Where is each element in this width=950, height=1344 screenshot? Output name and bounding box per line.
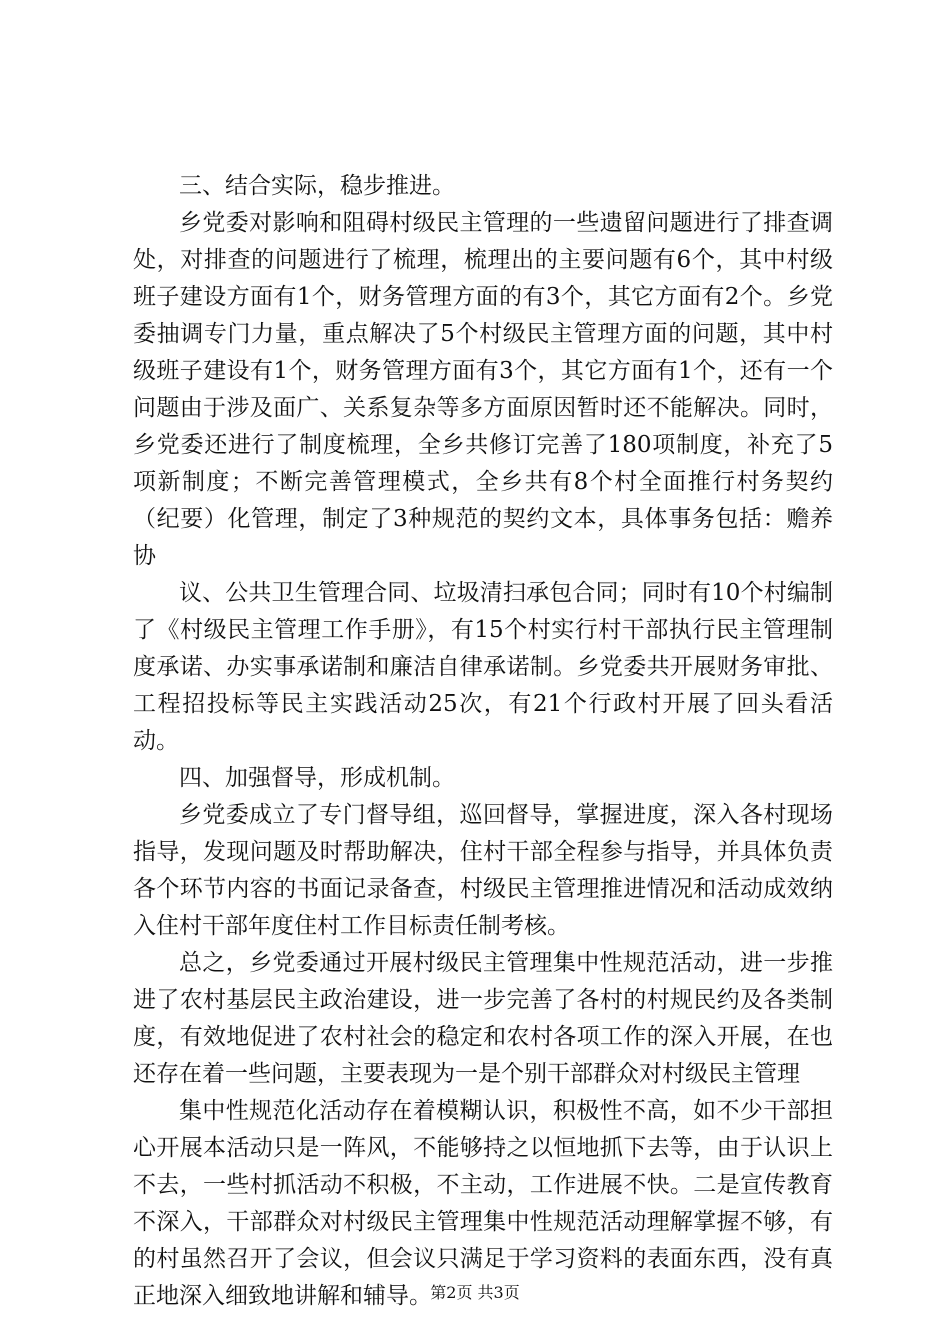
document-body: [133, 168, 833, 1315]
paragraph-summary: 总之，乡党委通过开展村级民主管理集中性规范活动，进一步推进了农村基层民主政治建设，进一步完善了各村的村规民约及各类制度，有效地促进了农村社会的稳定和农村各项工作的深入开展，在也还存在着一些问题，主要表现为一是个别干部群众对村级民主管理: [133, 950, 833, 1087]
paragraph-issues: 集中性规范化活动存在着模糊认识，积极性不高，如不少干部担心开展本活动只是一阵风，不能够持之以恒地抓下去等，由于认识上不去，一些村抓活动不积极，不主动，工作进展不快。二是宣传教育不深入，干部群众对村级民主管理集中性规范活动理解掌握不够，有的村虽然召开了会议，但会议只满足于学习资料的表面东西，没有真正地深入细致地讲解和辅导。: [133, 1098, 833, 1309]
paragraph-problem-review: 乡党委对影响和阻碍村级民主管理的一些遗留问题进行了排查调处，对排查的问题进行了梳理，梳理出的主要问题有6个，其中村级班子建设方面有1个，财务管理方面的有3个，其它方面有2个。乡党委抽调专门力量，重点解决了5个村级民主管理方面的问题，其中村级班子建设有1个，财务管理方面有3个，其它方面有1个，还有一个问题由于涉及面广、关系复杂等多方面原因暂时还不能解决。同时，乡党委还进行了制度梳理，全乡共修订完善了180项制度，补充了5项新制度；不断完善管理模式，全乡共有8个村全面推行村务契约（纪要）化管理，制定了3种规范的契约文本，具体事务包括：赡养协: [133, 210, 833, 569]
paragraph-contracts-continued: 议、公共卫生管理合同、垃圾清扫承包合同；同时有10个村编制了《村级民主管理工作手册》，有15个村实行村干部执行民主管理制度承诺、办实事承诺制和廉洁自律承诺制。乡党委共开展财务审批、工程招投标等民主实践活动25次，有21个行政村开展了回头看活动。: [133, 580, 833, 754]
section-heading-4: 四、加强督导，形成机制。: [179, 765, 455, 791]
page-number-footer: 第2页 共3页: [430, 1283, 520, 1302]
section-heading-3: 三、结合实际，稳步推进。: [179, 173, 455, 199]
paragraph-supervision: 乡党委成立了专门督导组，巡回督导，掌握进度，深入各村现场指导，发现问题及时帮助解决，住村干部全程参与指导，并具体负责各个环节内容的书面记录备查，村级民主管理推进情况和活动成效纳入住村干部年度住村工作目标责任制考核。: [133, 802, 833, 939]
